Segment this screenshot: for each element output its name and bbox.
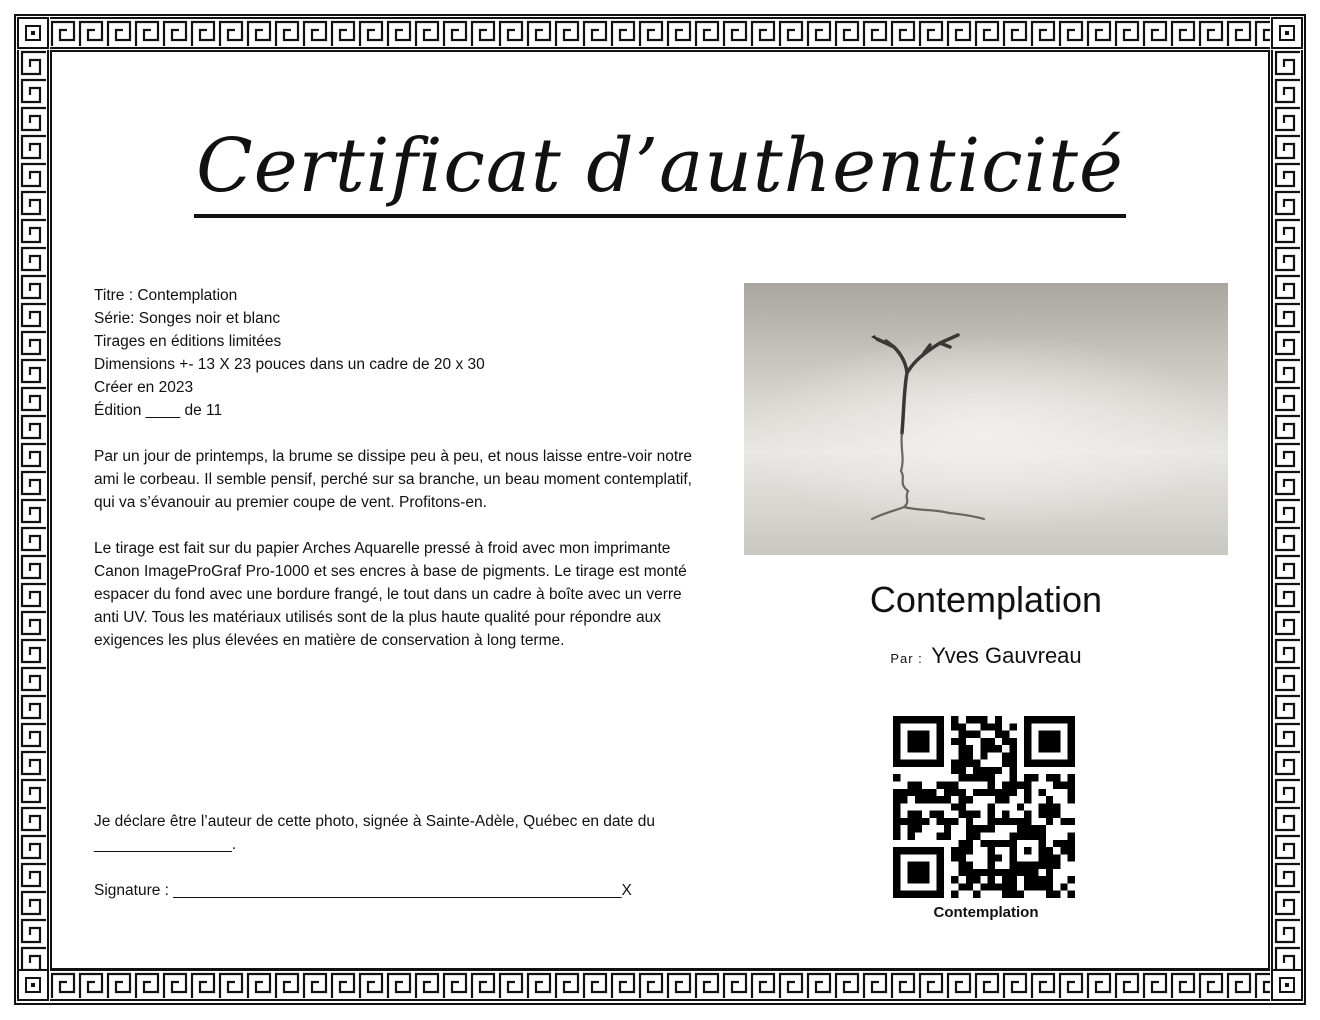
declaration-text: Je déclare être l’auteur de cette photo, signée à Sainte-Adèle, Québec en date du ________________.	[94, 813, 655, 853]
border-corner-square	[1270, 968, 1304, 1002]
certificate-details	[94, 284, 694, 652]
qr-code-caption: Contemplation	[933, 904, 1039, 921]
detail-year: Créer en 2023	[94, 379, 194, 396]
author-name: Yves Gauvreau	[931, 643, 1082, 668]
description-paragraph: Par un jour de printemps, la brume se dissipe peu à peu, et nous laisse entre-voir notre ami le corbeau. Il semble pensif, perché sur sa branche, un beau moment contemplatif, qui va s’évanouir au premier coupe de vent. Profitons-en.	[94, 448, 692, 511]
by-label: Par :	[890, 651, 923, 666]
greek-key-border-bottom	[50, 968, 1270, 1002]
border-corner-square	[16, 968, 50, 1002]
process-paragraph: Le tirage est fait sur du papier Arches Aquarelle pressé à froid avec mon imprimante Canon ImageProGraf Pro-1000 et ses encres à base de pigments. Le tirage est monté espacer du fond avec une bordure frangé, le tout dans un cadre à boîte avec un verre anti UV. Tous les matériaux utilisés sont de la plus haute qualité pour répondre aux exigences les plus élevées en matière de conservation à long terme.	[94, 540, 687, 649]
artwork-photo	[744, 283, 1228, 555]
border-corner-square	[1270, 16, 1304, 50]
detail-series: Série: Songes noir et blanc	[94, 310, 281, 327]
border-corner-square	[16, 16, 50, 50]
author-byline	[744, 643, 1228, 669]
qr-code-icon[interactable]	[893, 716, 1075, 898]
artwork-details-list	[94, 284, 694, 422]
detail-dimensions: Dimensions +- 13 X 23 pouces dans un cadre de 20 x 30	[94, 356, 485, 373]
detail-title: Titre : Contemplation	[94, 287, 238, 304]
signature-line: Signature : ____________________________________________________X	[94, 882, 632, 899]
detail-edition-type: Tirages en éditions limitées	[94, 333, 282, 350]
certificate-title-block	[0, 118, 1320, 218]
artwork-name: Contemplation	[869, 579, 1103, 620]
declaration-block	[94, 810, 674, 902]
detail-edition-number: Édition ____ de 11	[94, 402, 223, 419]
greek-key-border-top	[50, 16, 1270, 50]
certificate-title: Certificat d’authenticité	[194, 118, 1126, 218]
